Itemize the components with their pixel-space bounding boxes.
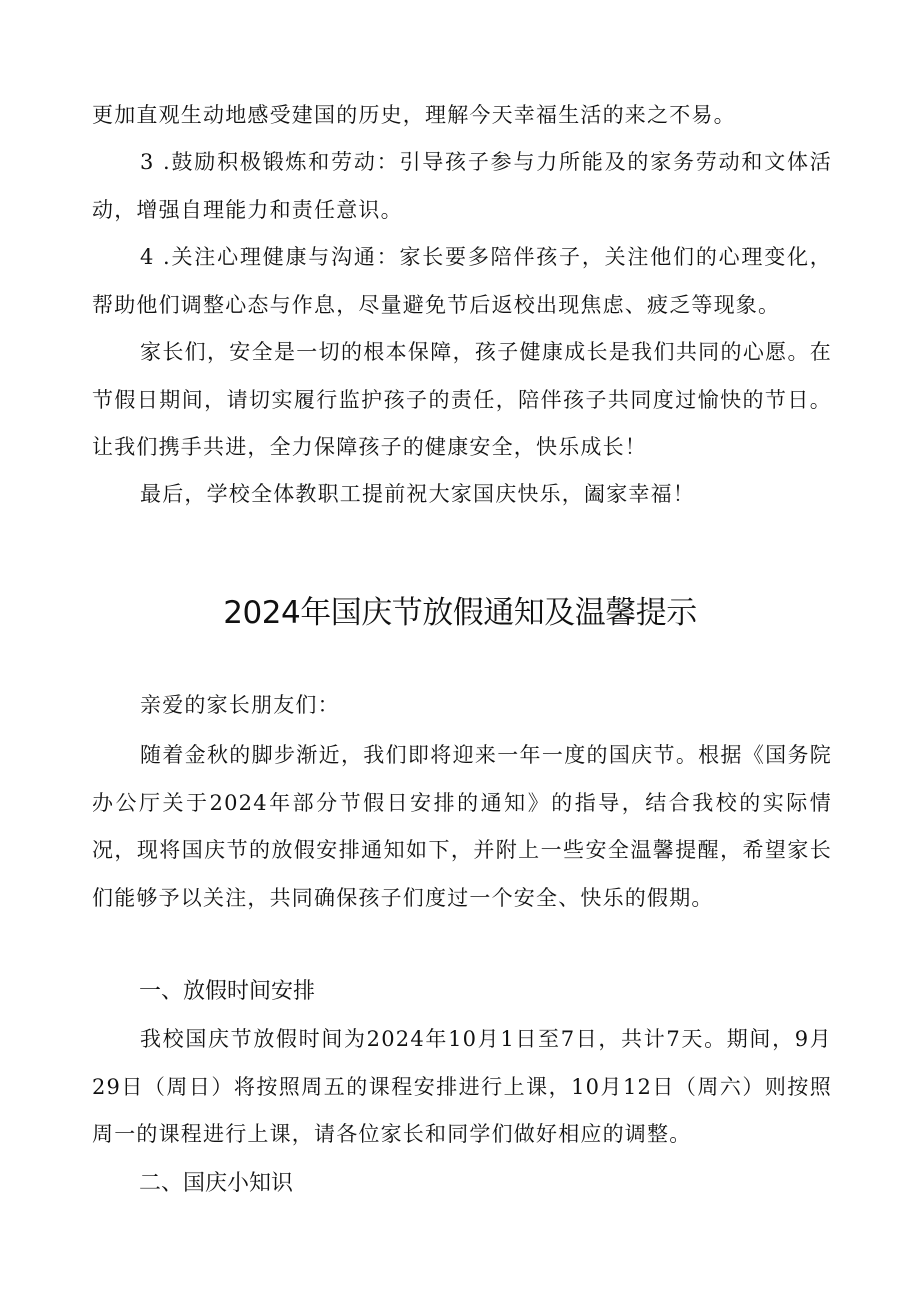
- paragraph-parents: 家长们，安全是一切的根本保障，孩子健康成长是我们共同的心愿。在节假日期间，请切实履行监护孩子的责任，陪伴孩子共同度过愉快的节日。让我们携手共进，全力保障孩子的健康安全，快乐成长！: [92, 340, 832, 459]
- section-heading-knowledge: 二、国庆小知识: [139, 1171, 294, 1196]
- document-title: 2024年国庆节放假通知及温馨提示: [223, 595, 697, 631]
- paragraph-continuation: 更加直观生动地感受建国的历史，理解今天幸福生活的来之不易。: [92, 103, 736, 127]
- paragraph-item-3: 3 .鼓励积极锻炼和劳动：引导孩子参与力所能及的家务劳动和文体活动，增强自理能力和责任意识。: [92, 150, 832, 222]
- greeting: 亲爱的家长朋友们：: [140, 693, 340, 717]
- paragraph-closing: 最后，学校全体教职工提前祝大家国庆快乐，阖家幸福！: [140, 482, 695, 506]
- intro-paragraph: 随着金秋的脚步渐近，我们即将迎来一年一度的国庆节。根据《国务院办公厅关于2024年部分节假日安排的通知》的指导，结合我校的实际情况，现将国庆节的放假安排通知如下，并附上一些安全温馨提醒，希望家长们能够予以关注，共同确保孩子们度过一个安全、快乐的假期。: [92, 743, 832, 910]
- schedule-paragraph: 我校国庆节放假时间为2024年10月1日至7日，共计7天。期间，9月29日（周日）将按照周五的课程安排进行上课，10月12日（周六）则按照周一的课程进行上课，请各位家长和同学们做好相应的调整。: [92, 1027, 832, 1146]
- section-heading-schedule: 一、放假时间安排: [139, 979, 316, 1004]
- paragraph-item-4: 4 .关注心理健康与沟通：家长要多陪伴孩子，关注他们的心理变化，帮助他们调整心态与作息，尽量避免节后返校出现焦虑、疲乏等现象。: [92, 245, 832, 317]
